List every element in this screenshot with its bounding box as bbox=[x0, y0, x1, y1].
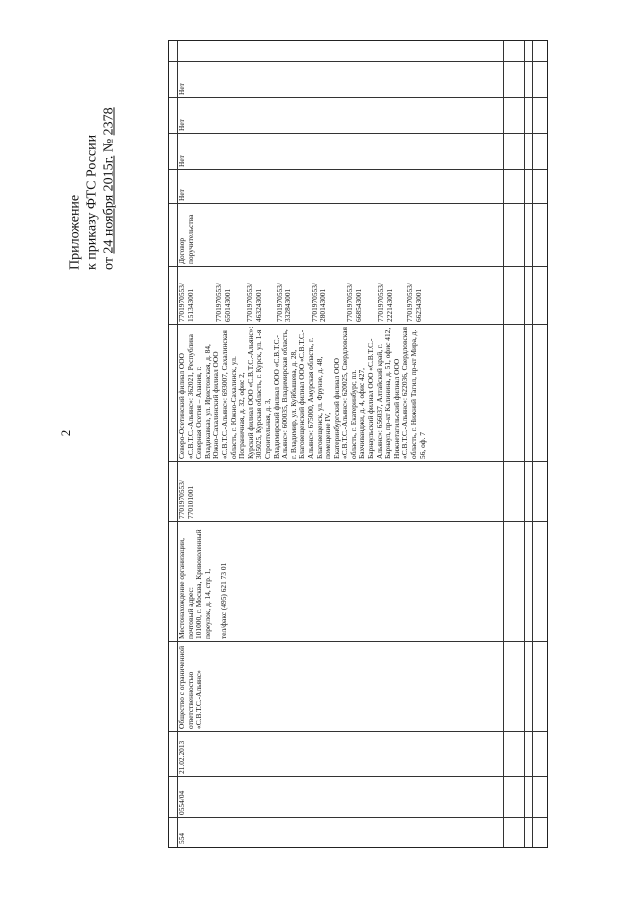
branch-code: 7701970553/ 662343001 bbox=[405, 282, 423, 322]
column-divider bbox=[524, 41, 525, 847]
document-header bbox=[67, 40, 118, 270]
branch-codes bbox=[178, 266, 424, 322]
field-divider bbox=[169, 203, 547, 204]
field-divider bbox=[169, 97, 547, 98]
branch-code: 7701970553/ 332843001 bbox=[274, 282, 293, 322]
flag-cell-1: Нет bbox=[177, 189, 186, 201]
registry-table bbox=[168, 40, 548, 848]
registration-number: 0554/04 bbox=[177, 790, 186, 815]
row-index: 554 bbox=[177, 832, 186, 844]
flag-cell-4: Нет bbox=[177, 83, 186, 95]
field-divider bbox=[169, 61, 547, 62]
branch-code: 7701970553/ 222143001 bbox=[376, 282, 394, 322]
header-date-prefix: от bbox=[101, 257, 117, 270]
registration-date: 21.02.2013 bbox=[177, 740, 186, 774]
field-divider bbox=[169, 641, 547, 642]
branch-code: 7701970553/ 151343001 bbox=[177, 282, 195, 322]
location-address: 101000, г. Москва, Кривоколенный переулок, д. 14, стр. 1, bbox=[194, 529, 212, 639]
location-label: Местонахождение организации, почтовый адрес: bbox=[177, 538, 195, 639]
column-divider bbox=[503, 41, 504, 847]
branch-item: Владимирский филиал ООО «С.В.Т.С.-Альянс»: 600035, Владимирская область, г. Владимир, ул. Куйбышева, д. 28, bbox=[271, 329, 298, 459]
organization-location bbox=[178, 523, 229, 639]
branch-item: Благовещенский филиал ООО «С.В.Т.С.-Альянс»: 675000, Амурская область, г. Благовещенск, ул. Фрунзе, д. 48, помещение IV, bbox=[297, 329, 333, 459]
field-divider bbox=[169, 817, 547, 818]
field-divider bbox=[169, 731, 547, 732]
branch-item: Барнаульский филиал ООО «С.В.Т.С.-Альянс»: 656037, Алтайский край, г. Барнаул, пр-кт Калинина, д. 51, офис 412, bbox=[366, 327, 393, 459]
header-date: 24 ноября 2015г. bbox=[101, 155, 117, 254]
header-line-2: к приказу ФТС России bbox=[84, 134, 100, 270]
organization-name: Общество с ограниченной ответственностью «С.В.Т.С.-Альянс» bbox=[177, 645, 204, 729]
flag-cell-3: Нет bbox=[177, 119, 186, 131]
column-divider bbox=[532, 41, 533, 847]
branch-item: Нижнетагильский филиал ООО «С.В.Т.С.-Альянс»: 622036, Свердловская область, г. Нижний Тагил, пр-кт Мира, д. 56, оф. 7 bbox=[391, 327, 427, 459]
branch-code: 7701970553/ 650143001 bbox=[214, 282, 232, 322]
branch-code: 7701970553/ 668543001 bbox=[344, 282, 363, 322]
header-line-3 bbox=[101, 40, 118, 270]
field-divider bbox=[169, 776, 547, 777]
branch-code: 7701970553/ 463243001 bbox=[245, 282, 263, 322]
field-divider bbox=[169, 169, 547, 170]
header-line-1: Приложение bbox=[67, 194, 83, 270]
branch-code: 7701970553/ 280143001 bbox=[309, 282, 328, 322]
branches-list bbox=[178, 325, 427, 459]
branch-item: Северо-Осетинский филиал ООО «С.В.Т.С.-Альянс»: 362021, Республика Северная Осетия – Алания, г. Владикавказ, ул. Иристонская, д. 84, bbox=[177, 334, 212, 459]
security-type: Договор поручительства bbox=[177, 214, 195, 264]
branch-item: Южно-Сахалинский филиал ООО «С.В.Т.С.-Альянс»: 693007, Сахалинская область, г. Южно-Сахалинск, ул. Пограничная, д. 32, офис 2, bbox=[211, 330, 247, 459]
field-divider bbox=[169, 133, 547, 134]
location-phone: тел/факс (495) 621 73 01 bbox=[219, 562, 229, 639]
page-number: 2 bbox=[58, 429, 73, 437]
field-divider bbox=[169, 521, 547, 522]
branch-item: Екатеринбургский филиал ООО «С.В.Т.С.-Альянс»: 620025, Свердловская область, г. Екатеринбург, пл. Бахчиванджи, д. 4, офис 427, bbox=[331, 327, 367, 459]
inn-kpp: 7701970553/ 770101001 bbox=[177, 479, 195, 519]
flag-cell-2: Нет bbox=[177, 155, 186, 167]
header-number: 2378 bbox=[101, 107, 117, 136]
field-divider bbox=[169, 461, 547, 462]
branch-item: Курский филиал ООО «С.В.Т.С.-Альянс»: 305025, Курская область, г. Курск, ул. 1-я Строительная, д. 3, bbox=[245, 326, 272, 459]
header-number-prefix: № bbox=[101, 138, 117, 153]
